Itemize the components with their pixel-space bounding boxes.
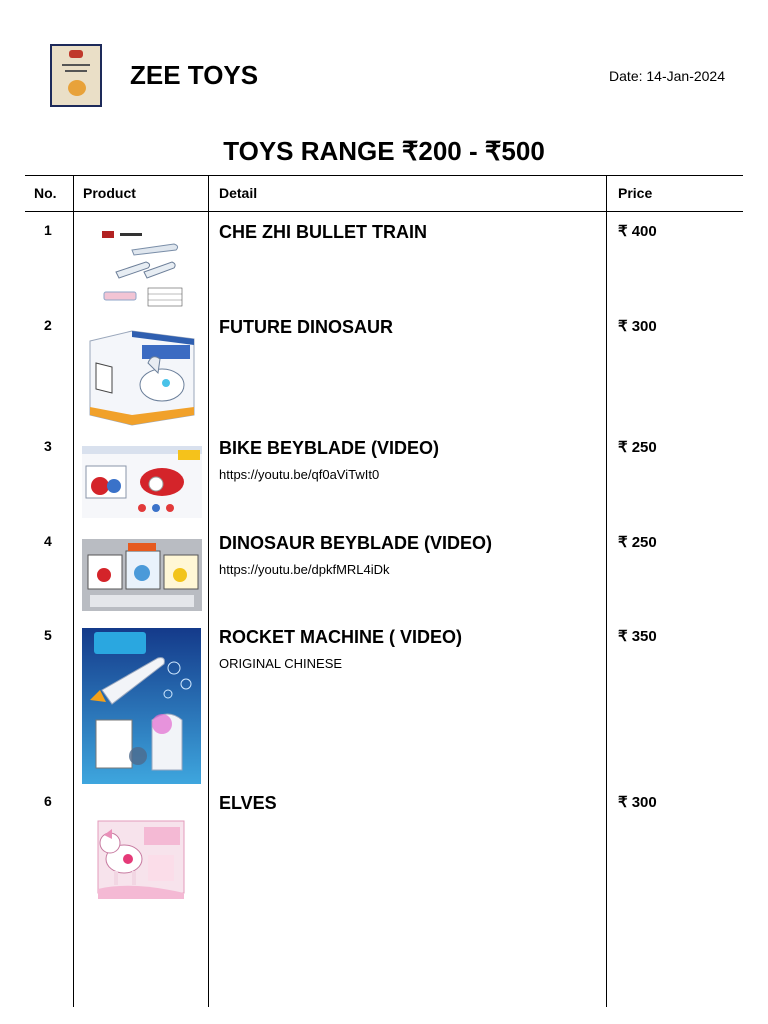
product-price: ₹ 250: [618, 534, 657, 551]
video-link[interactable]: https://youtu.be/qf0aViTwIt0: [219, 467, 380, 482]
rocket-bubble-machine-photo: [82, 628, 201, 784]
product-name: ELVES: [219, 793, 277, 813]
product-name: CHE ZHI BULLET TRAIN: [219, 222, 427, 242]
column-header-no: No.: [34, 185, 57, 201]
product-price: ₹ 300: [618, 318, 657, 335]
column-header-price: Price: [618, 185, 653, 201]
product-name: ROCKET MACHINE ( VIDEO): [219, 627, 462, 647]
row-number: 1: [44, 222, 52, 238]
product-price: ₹ 350: [618, 628, 657, 645]
product-table: [25, 175, 743, 1007]
product-name: FUTURE DINOSAUR: [219, 317, 393, 337]
elves-pony-toy-photo: [82, 815, 188, 903]
product-price: ₹ 250: [618, 439, 657, 456]
dinosaur-toy-box-photo: [82, 323, 200, 427]
product-name: DINOSAUR BEYBLADE (VIDEO): [219, 533, 493, 553]
product-price: ₹ 400: [618, 223, 657, 240]
table-top-rule: [25, 175, 743, 176]
row-number: 6: [44, 793, 52, 809]
company-name: ZEE TOYS: [130, 60, 259, 90]
product-name: BIKE BEYBLADE (VIDEO): [219, 438, 440, 458]
dinosaur-beyblade-toy-photo: [82, 539, 202, 611]
bike-beyblade-toy-photo: [82, 446, 202, 518]
logo-seal-icon: [69, 50, 83, 58]
company-logo: [50, 44, 102, 107]
logo-stamp-icon: [68, 80, 86, 96]
row-number: 3: [44, 438, 52, 454]
product-note: ORIGINAL CHINESE: [219, 656, 343, 671]
table-header-rule: [25, 211, 743, 212]
document-date: Date: 14-Jan-2024: [609, 68, 725, 84]
row-number: 5: [44, 627, 52, 643]
bullet-train-toy-photo: [82, 228, 188, 308]
video-link[interactable]: https://youtu.be/dpkfMRL4iDk: [219, 562, 390, 577]
row-number: 2: [44, 317, 52, 333]
row-number: 4: [44, 533, 52, 549]
column-header-product: Product: [83, 185, 136, 201]
document-title: TOYS RANGE ₹200 - ₹500: [223, 136, 545, 166]
column-header-detail: Detail: [219, 185, 258, 201]
product-price: ₹ 300: [618, 794, 657, 811]
